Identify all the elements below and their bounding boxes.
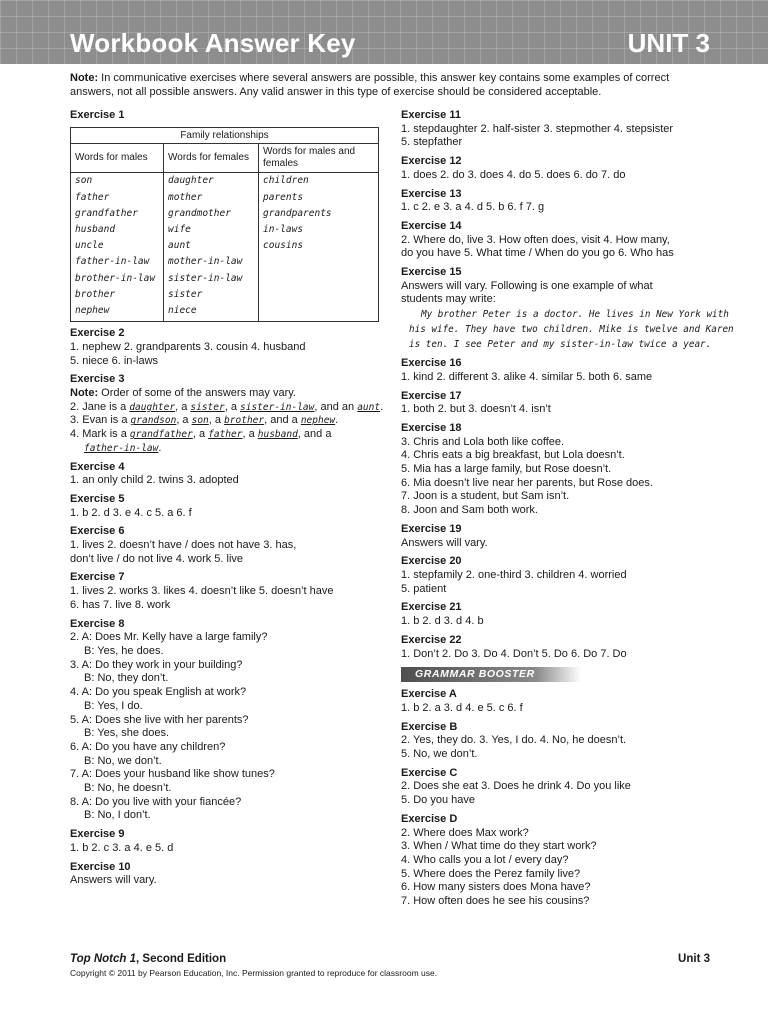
exercise-15-sample: his wife. They have two children. Mike is twelve and Karen	[409, 324, 734, 336]
answer: husband	[257, 429, 298, 441]
exercise-5-title: Exercise 5	[70, 492, 125, 505]
exercise-3-line	[70, 400, 384, 415]
header-females: Words for females	[164, 144, 259, 173]
exercise-11-line: 5. stepfather	[401, 136, 463, 149]
exercise-a-title: Exercise A	[401, 688, 457, 701]
text: , and a	[264, 414, 301, 427]
exercise-c-line: 5. Do you have	[401, 794, 475, 807]
intro-note	[70, 72, 690, 99]
exercise-15-sample: is ten. I see Peter and my sister-in-law twice a year.	[409, 339, 712, 351]
female-word: grandmother	[168, 207, 231, 219]
exercise-15-sample: My brother Peter is a doctor. He lives in New York with	[421, 309, 729, 321]
female-word: niece	[168, 305, 197, 317]
exercise-3-note	[70, 387, 380, 401]
header-males: Words for males	[71, 144, 164, 173]
text: 2. Jane is a	[70, 400, 130, 413]
exercise-b-title: Exercise B	[401, 720, 458, 733]
exercise-18-line: 5. Mia has a large family, but Rose doesn’t.	[401, 463, 612, 476]
female-word: sister-in-law	[168, 272, 243, 284]
exercise-14-title: Exercise 14	[401, 219, 462, 232]
exercise-4-title: Exercise 4	[70, 460, 125, 473]
exercise-18-line: 8. Joon and Sam both work.	[401, 504, 538, 517]
answer: sister	[190, 401, 225, 413]
exercise-8-line: B: No, we don’t.	[84, 754, 162, 767]
exercise-18-title: Exercise 18	[401, 421, 462, 434]
exercise-3-note-text: Order of some of the answers may vary.	[101, 387, 296, 400]
male-word: husband	[75, 224, 116, 236]
both-word: cousins	[263, 240, 304, 252]
exercise-7-line: 1. lives 2. works 3. likes 4. doesn’t like 5. doesn’t have	[70, 585, 334, 598]
exercise-10-title: Exercise 10	[70, 860, 131, 873]
exercise-8-line: B: No, I don’t.	[84, 809, 151, 822]
exercise-15-line: students may write:	[401, 293, 496, 306]
right-column	[401, 109, 734, 909]
text: , a	[176, 414, 192, 427]
exercise-22-line: 1. Don’t 2. Do 3. Do 4. Don’t 5. Do 6. Do 7. Do	[401, 647, 627, 660]
exercise-9-line: 1. b 2. c 3. a 4. e 5. d	[70, 841, 174, 854]
answer: father	[208, 429, 243, 441]
copyright-notice: Copyright © 2011 by Pearson Education, Inc. Permission granted to reproduce for classroom use.	[70, 968, 438, 978]
exercise-8-line: B: Yes, she does.	[84, 727, 170, 740]
exercise-6-line: don’t live / do not live 4. work 5. live	[70, 552, 244, 565]
exercise-8-line: 8. A: Do you live with your fiancée?	[70, 795, 242, 808]
both-word: children	[263, 175, 309, 187]
exercise-8-line: B: Yes, I do.	[84, 699, 143, 712]
both-word: grandparents	[263, 207, 332, 219]
text: , a	[242, 428, 258, 441]
exercise-21-title: Exercise 21	[401, 601, 462, 614]
table-caption: Family relationships	[71, 127, 379, 144]
text: 3. Evan is a	[70, 414, 131, 427]
answer: grandfather	[129, 429, 193, 441]
exercise-15-title: Exercise 15	[401, 266, 462, 279]
females-column	[164, 173, 259, 322]
exercise-8-line: B: Yes, he does.	[84, 645, 164, 657]
exercise-18-line: 3. Chris and Lola both like coffee.	[401, 435, 565, 448]
female-word: sister	[168, 288, 203, 300]
male-word: uncle	[75, 240, 104, 252]
exercise-22-title: Exercise 22	[401, 633, 462, 646]
male-word: father	[75, 191, 110, 203]
text: , a	[224, 400, 241, 413]
text: 4. Mark is a	[70, 428, 130, 441]
exercise-2-line: 1. nephew 2. grandparents 3. cousin 4. husband	[70, 340, 306, 353]
exercise-18-line: 7. Joon is a student, but Sam isn’t.	[401, 490, 570, 503]
page-header	[0, 0, 768, 64]
exercise-7-line: 6. has 7. live 8. work	[70, 598, 171, 611]
male-word: brother-in-law	[75, 272, 156, 284]
text: .	[380, 400, 384, 413]
family-relationships-table	[70, 127, 379, 323]
exercise-d-line: 7. How often does he see his cousins?	[401, 895, 590, 908]
exercise-12-title: Exercise 12	[401, 155, 462, 168]
answer: grandson	[130, 415, 177, 427]
book-title: Top Notch 1	[70, 953, 137, 965]
exercise-d-line: 5. Where does the Perez family live?	[401, 867, 581, 880]
female-word: mother-in-law	[168, 256, 243, 268]
exercise-16-line: 1. kind 2. different 3. alike 4. similar 5. both 6. same	[401, 370, 653, 383]
text: .	[335, 414, 339, 427]
exercise-c-line: 2. Does she eat 3. Does he drink 4. Do you like	[401, 780, 631, 793]
exercise-13-line: 1. c 2. e 3. a 4. d 5. b 6. f 7. g	[401, 201, 545, 214]
page-title: Workbook Answer Key	[70, 28, 356, 58]
text: , and a	[297, 428, 332, 441]
exercise-20-line: 1. stepfamily 2. one-third 3. children 4. worried	[401, 568, 627, 581]
text: , a	[175, 400, 191, 413]
exercise-d-title: Exercise D	[401, 812, 458, 825]
female-word: wife	[168, 224, 191, 236]
exercise-a-line: 1. b 2. a 3. d 4. e 5. c 6. f	[401, 701, 523, 714]
exercise-7-title: Exercise 7	[70, 571, 125, 584]
exercise-8-line: 2. A: Does Mr. Kelly have a large family?	[70, 631, 268, 644]
males-column	[71, 173, 164, 322]
exercise-13-title: Exercise 13	[401, 187, 462, 200]
exercise-2-title: Exercise 2	[70, 327, 125, 340]
exercise-16-title: Exercise 16	[401, 357, 462, 370]
exercise-8-line: 3. A: Do they work in your building?	[70, 658, 243, 671]
note-label: Note:	[70, 72, 99, 84]
exercise-8-line: 6. A: Do you have any children?	[70, 740, 226, 753]
exercise-18-line: 6. Mia doesn’t live near her parents, but Rose does.	[401, 476, 653, 489]
exercise-19-title: Exercise 19	[401, 522, 462, 535]
footer-book-title	[70, 953, 226, 967]
exercise-8-line: 5. A: Does she live with her parents?	[70, 713, 249, 726]
text: .	[158, 441, 162, 454]
exercise-6-title: Exercise 6	[70, 525, 125, 538]
exercise-14-line: 2. Where do, live 3. How often does, visit 4. How many,	[401, 233, 670, 246]
answer: father-in-law	[84, 442, 159, 454]
male-word: father-in-law	[75, 256, 150, 268]
exercise-d-line: 6. How many sisters does Mona have?	[401, 881, 591, 894]
exercise-20-line: 5. patient	[401, 582, 447, 595]
exercise-19-line: Answers will vary.	[401, 536, 488, 549]
answer: son	[191, 415, 209, 427]
exercise-3-title: Exercise 3	[70, 373, 125, 386]
exercise-8-line: 7. A: Does your husband like show tunes?	[70, 768, 275, 781]
female-word: daughter	[168, 175, 214, 187]
footer-unit: Unit 3	[678, 953, 710, 965]
text: , a	[208, 414, 225, 427]
exercise-4-line: 1. an only child 2. twins 3. adopted	[70, 474, 239, 487]
female-word: aunt	[168, 240, 191, 252]
exercise-d-line: 3. When / What time do they start work?	[401, 840, 597, 853]
exercise-18-line: 4. Chris eats a big breakfast, but Lola doesn’t.	[401, 449, 625, 462]
answer: daughter	[129, 401, 176, 413]
answer: nephew	[300, 415, 336, 427]
note-text: In communicative exercises where several answers are possible, this answer key contains some examples of correct answers, not all possible answers. Any valid answer in this type of exercise should be considered acceptable.	[70, 72, 670, 98]
exercise-b-line: 5. No, we don’t.	[401, 748, 478, 761]
text: , a	[192, 428, 209, 441]
exercise-20-title: Exercise 20	[401, 555, 462, 568]
male-word: nephew	[75, 305, 110, 317]
exercise-12-line: 1. does 2. do 3. does 4. do 5. does 6. do 7. do	[401, 168, 626, 181]
exercise-8-line: B: No, they don’t.	[84, 672, 169, 685]
exercise-c-title: Exercise C	[401, 766, 458, 779]
exercise-d-line: 2. Where does Max work?	[401, 826, 529, 839]
exercise-2-line: 5. niece 6. in-laws	[70, 354, 159, 367]
both-word: parents	[263, 191, 304, 203]
exercise-10-line: Answers will vary.	[70, 874, 157, 887]
exercise-11-line: 1. stepdaughter 2. half-sister 3. stepmother 4. stepsister	[401, 122, 674, 135]
exercise-b-line: 2. Yes, they do. 3. Yes, I do. 4. No, he doesn’t.	[401, 734, 627, 747]
exercise-d-line: 4. Who calls you a lot / every day?	[401, 853, 569, 866]
exercise-11-title: Exercise 11	[401, 109, 461, 121]
both-word: in-laws	[263, 224, 304, 236]
exercise-17-title: Exercise 17	[401, 389, 462, 402]
header-both: Words for males and females	[259, 144, 379, 173]
grammar-booster-banner: GRAMMAR BOOSTER	[401, 667, 581, 682]
left-column	[70, 109, 384, 888]
exercise-14-line: do you have 5. What time / When do you go 6. Who has	[401, 247, 674, 260]
exercise-3-note-label: Note:	[70, 387, 99, 400]
exercise-1-title: Exercise 1	[70, 109, 125, 121]
exercise-6-line: 1. lives 2. doesn’t have / does not have 3. has,	[70, 539, 297, 552]
exercise-8-title: Exercise 8	[70, 617, 125, 630]
exercise-21-line: 1. b 2. d 3. d 4. b	[401, 615, 484, 628]
unit-label: UNIT 3	[627, 28, 710, 58]
answer: aunt	[357, 401, 381, 413]
exercise-3-line	[70, 428, 380, 442]
exercise-15-line: Answers will vary. Following is one example of what	[401, 279, 653, 292]
text: , and an	[314, 400, 358, 413]
exercise-8-line: B: No, he doesn’t.	[84, 782, 172, 795]
book-edition: , Second Edition	[136, 953, 227, 965]
exercise-9-title: Exercise 9	[70, 828, 125, 841]
exercise-5-line: 1. b 2. d 3. e 4. c 5. a 6. f	[70, 506, 192, 519]
both-column	[259, 173, 379, 322]
male-word: son	[75, 175, 93, 187]
answer: brother	[224, 415, 265, 427]
exercise-3-line	[70, 414, 380, 428]
exercise-8-line: 4. A: Do you speak English at work?	[70, 686, 247, 699]
answer: sister-in-law	[240, 401, 315, 413]
male-word: brother	[75, 288, 116, 300]
female-word: mother	[168, 191, 203, 203]
exercise-17-line: 1. both 2. but 3. doesn’t 4. isn’t	[401, 403, 551, 416]
exercise-3-line	[70, 442, 380, 456]
male-word: grandfather	[75, 207, 138, 219]
